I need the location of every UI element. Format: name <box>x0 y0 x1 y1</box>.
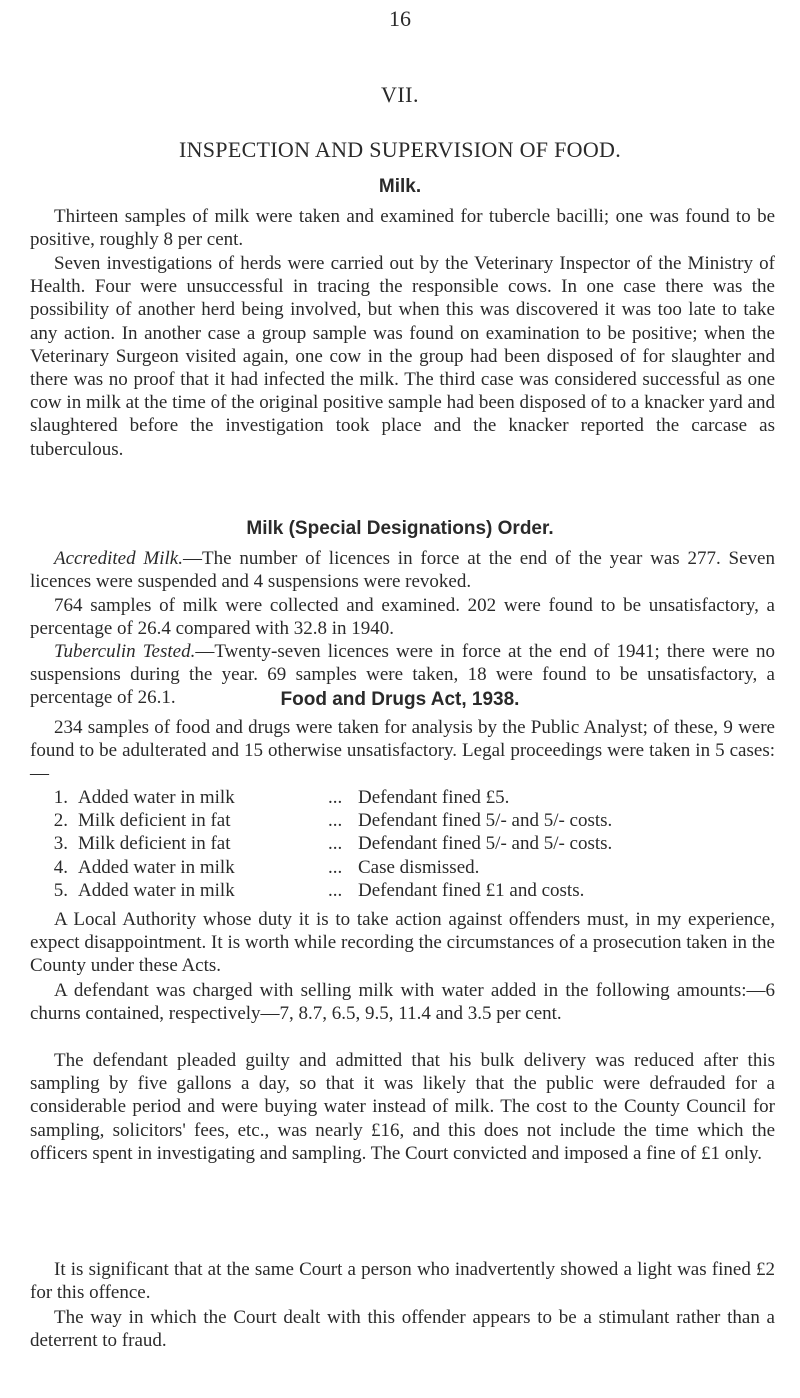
case-offence: Added water in milk <box>78 856 235 878</box>
food-drugs-intro: 234 samples of food and drugs were taken for analysis by the Public Analyst; of these, 9 were found to be adulterated and 15 otherwise unsatisfactory. Legal proceedings were taken in 5 cases:— <box>30 717 775 785</box>
legal-case-row <box>33 832 773 855</box>
section-number: VII. <box>380 82 420 107</box>
case-leader-dots: ... <box>328 856 343 878</box>
case-number: 5. <box>53 879 68 901</box>
case-number: 3. <box>53 833 68 855</box>
case-number: 1. <box>53 787 68 808</box>
legal-cases-list <box>33 786 773 902</box>
case-offence: Milk deficient in fat <box>78 810 231 832</box>
case-offence: Added water in milk <box>78 787 235 808</box>
case-outcome: Defendant fined 5/- and 5/- costs. <box>358 833 613 855</box>
legal-case-row <box>33 856 773 879</box>
court-dealt-paragraph: The way in which the Court dealt with this offender appears to be a stimulant rather than a deterrent to fraud. <box>30 1307 775 1352</box>
case-leader-dots: ... <box>328 787 343 808</box>
tuberculin-tested-label: Tuberculin Tested. <box>54 641 196 662</box>
defendant-pleaded-paragraph: The defendant pleaded guilty and admitted that his bulk delivery was reduced after this sampling by five gallons a day, so that it was likely that the public were defrauded for a considerable period and were buying water instead of milk. The cost to the County Council for sampling, solicitors' fees, etc., was nearly £16, and this does not include the time which the officers spent in investigating and sampling. The Court convicted and imposed a fine of £1 only. <box>30 1050 775 1164</box>
case-leader-dots: ... <box>328 833 343 855</box>
section-title: INSPECTION AND SUPERVISION OF FOOD. <box>178 137 622 162</box>
case-outcome: Defendant fined £1 and costs. <box>358 879 585 901</box>
defendant-charged-paragraph: A defendant was charged with selling milk with water added in the following amounts:—6 churns contained, respectively—7, 8.7, 6.5, 9.5, 11.4 and 3.5 per cent. <box>30 980 775 1025</box>
case-leader-dots: ... <box>328 810 343 832</box>
case-number: 2. <box>53 810 68 832</box>
accredited-milk-label: Accredited Milk. <box>54 548 183 569</box>
milk-paragraph-2: Seven investigations of herds were carried out by the Veterinary Inspector of the Ministry of Health. Four were unsuccessful in tracing the responsible cows. In one case there was the possibility of another herd being involved, but when this was discovered it was too late to take any action. In another case a group sample was found on examination to be positive; when the Veterinary Surgeon visited again, one cow in the group had been disposed of for slaughter and there was no proof that it had infected the milk. The third case was considered successful as one cow in milk at the time of the original positive sample had been disposed of to a knacker yard and slaughtered before the investigation took place and the knacker reported the carcase as tuberculous. <box>30 253 775 460</box>
case-outcome: Case dismissed. <box>358 856 480 878</box>
tuberculin-tested-text: —Twenty-seven licences were in force at the end of 1941; there were no suspensions during the year. 69 samples were taken, 18 were found to be unsatisfactory, a percentage of 26.1. <box>30 641 775 709</box>
page-number: 16 <box>389 6 411 31</box>
accredited-milk-paragraph <box>30 547 775 593</box>
legal-case-row <box>33 786 773 809</box>
legal-case-row <box>33 809 773 832</box>
local-authority-paragraph: A Local Authority whose duty it is to take action against offenders must, in my experience, expect disappointment. It is worth while recording the circumstances of a prosecution taken in the County under these Acts. <box>30 909 775 977</box>
milk-paragraph-1: Thirteen samples of milk were taken and examined for tubercle bacilli; one was found to be positive, roughly 8 per cent. <box>30 206 775 251</box>
case-outcome: Defendant fined £5. <box>358 787 510 808</box>
food-drugs-heading: Food and Drugs Act, 1938. <box>280 689 520 710</box>
case-outcome: Defendant fined 5/- and 5/- costs. <box>358 810 613 832</box>
samples-paragraph: 764 samples of milk were collected and examined. 202 were found to be unsatisfactory, a percentage of 26.4 compared with 32.8 in 1940. <box>30 595 775 640</box>
milk-heading: Milk. <box>378 176 422 197</box>
special-designations-heading: Milk (Special Designations) Order. <box>246 518 554 539</box>
case-offence: Added water in milk <box>78 879 235 901</box>
case-number: 4. <box>53 856 68 878</box>
legal-case-row <box>33 879 773 902</box>
case-leader-dots: ... <box>328 879 343 901</box>
case-offence: Milk deficient in fat <box>78 833 231 855</box>
significant-paragraph: It is significant that at the same Court a person who inadvertently showed a light was fined £2 for this offence. <box>30 1259 775 1304</box>
accredited-milk-text: —The number of licences in force at the end of the year was 277. Seven licences were suspended and 4 suspensions were revoked. <box>30 548 775 593</box>
